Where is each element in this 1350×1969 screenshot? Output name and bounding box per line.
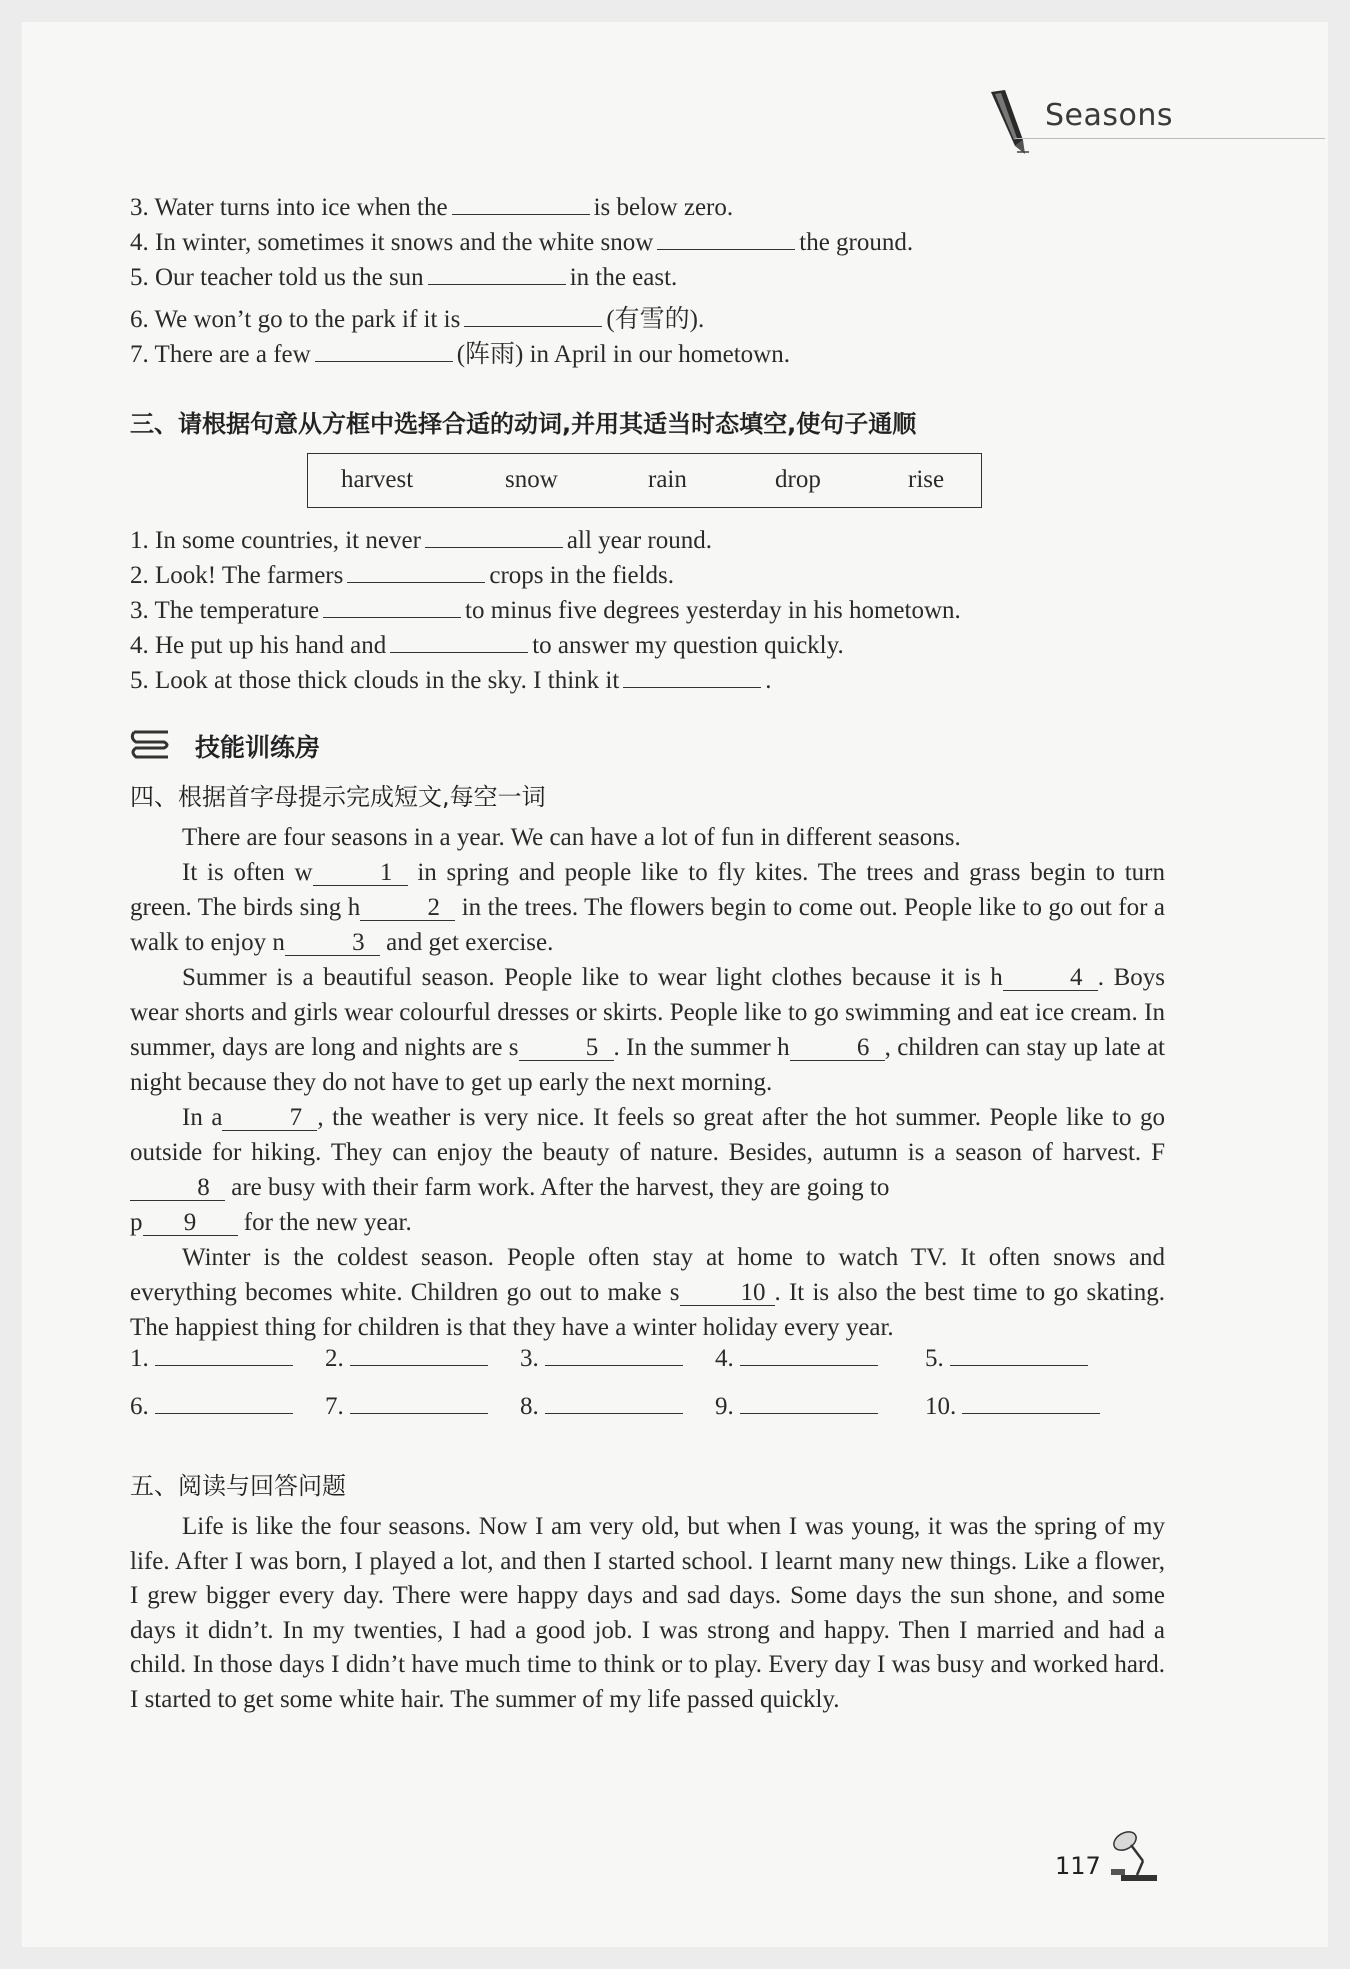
passage-paragraph: [130, 1240, 1165, 1345]
item-text: in the east.: [569, 264, 678, 291]
answer-slot: [130, 1393, 297, 1421]
passage-text: for the new year.: [237, 1209, 412, 1236]
answer-number: 8.: [520, 1393, 539, 1420]
section-five-title: 五、阅读与回答问题: [130, 1472, 346, 1500]
answer-number: 6.: [130, 1393, 149, 1420]
item-text: all year round.: [566, 527, 712, 554]
fill-in-item: [130, 597, 961, 625]
reading-passage: [130, 1510, 1165, 1717]
word-option: rain: [648, 466, 687, 493]
answer-blank[interactable]: [323, 616, 461, 618]
fill-in-item: [130, 632, 844, 660]
passage-text: It is often w: [182, 859, 313, 886]
section-three-title: 三、请根据句意从方框中选择合适的动词,并用其适当时态填空,使句子通顺: [130, 410, 917, 438]
cloze-blank[interactable]: 9: [143, 1210, 238, 1236]
answer-number: 10.: [925, 1393, 957, 1420]
passage-paragraph: [130, 1205, 1165, 1240]
passage-text: . Boys wear shorts and girls wear colourful dresses or skirts. People like to go swimming and eat ice cream. In summer, days are long and nights are s: [130, 964, 1166, 1061]
answer-blank[interactable]: [155, 1412, 293, 1414]
item-text: (阵雨) in April in our hometown.: [456, 341, 790, 368]
answer-slot: [130, 1345, 297, 1373]
answer-number: 7.: [325, 1393, 344, 1420]
fill-in-item: [130, 527, 712, 555]
answer-number: 5.: [925, 1345, 944, 1372]
answer-blank[interactable]: [545, 1364, 683, 1366]
answer-blank[interactable]: [464, 325, 602, 327]
item-text: 5. Our teacher told us the sun: [130, 264, 424, 291]
passage-text: p: [130, 1209, 143, 1236]
pen-icon: [985, 88, 1030, 158]
cloze-blank[interactable]: 6: [790, 1035, 885, 1061]
answer-blank[interactable]: [623, 686, 761, 688]
fill-in-item: [130, 229, 913, 257]
passage-paragraph: There are four seasons in a year. We can have a lot of fun in different seasons.: [182, 824, 961, 851]
answer-blank[interactable]: [740, 1412, 878, 1414]
passage-paragraph: [130, 855, 1165, 960]
skills-heading: 技能训练房: [195, 733, 321, 762]
item-text: to minus five degrees yesterday in his hometown.: [465, 597, 961, 624]
answer-slot: [520, 1345, 687, 1373]
passage-text: are busy with their farm work. After the harvest, they are going to: [225, 1174, 890, 1201]
passage-text: in the trees. The flowers begin to come out. People like to go out for a walk to enjoy n: [130, 894, 1166, 956]
answer-blank[interactable]: [425, 546, 563, 548]
section-four-title: 四、根据首字母提示完成短文,每空一词: [130, 783, 546, 811]
answer-blank[interactable]: [657, 248, 795, 250]
answer-blank[interactable]: [347, 581, 485, 583]
answer-blank[interactable]: [545, 1412, 683, 1414]
word-option: drop: [775, 466, 821, 493]
item-text: 3. The temperature: [130, 597, 320, 624]
answer-blank[interactable]: [350, 1364, 488, 1366]
skill-training-icon: [130, 728, 172, 762]
answer-number: 2.: [325, 1345, 344, 1372]
item-text: 5. Look at those thick clouds in the sky. I think it: [130, 667, 620, 694]
item-text: the ground.: [799, 229, 914, 256]
passage-text: , children can stay up late at night because they do not have to get up early the next morning.: [130, 1034, 1166, 1096]
answer-number: 3.: [520, 1345, 539, 1372]
word-bank-box: [307, 453, 982, 508]
answer-blank[interactable]: [950, 1364, 1088, 1366]
answer-blank[interactable]: [428, 283, 566, 285]
chapter-title: Seasons: [1045, 98, 1174, 133]
item-text: 1. In some countries, it never: [130, 527, 421, 554]
answer-slot: [520, 1393, 687, 1421]
passage-text: and get exercise.: [379, 929, 554, 956]
answer-number: 4.: [715, 1345, 734, 1372]
item-text: 6. We won’t go to the park if it is: [130, 306, 461, 333]
passage-text: , the weather is very nice. It feels so great after the hot summer. People like to go outside for hiking. They can enjoy the beauty of nature. Besides, autumn is a season of harvest. F: [130, 1104, 1165, 1166]
cloze-blank[interactable]: 1: [313, 860, 408, 886]
item-text: 7. There are a few: [130, 341, 311, 368]
passage-text: Summer is a beautiful season. People like to wear light clothes because it is h: [182, 964, 1003, 991]
answer-blank[interactable]: [962, 1412, 1100, 1414]
answer-slot: [715, 1393, 882, 1421]
passage-text: in spring and people like to fly kites. The trees and grass begin to turn green. The birds sing h: [130, 859, 1165, 921]
word-option: snow: [505, 466, 558, 493]
answer-blank[interactable]: [350, 1412, 488, 1414]
answer-number: 1.: [130, 1345, 149, 1372]
passage-paragraph: [130, 1100, 1165, 1205]
answer-blank[interactable]: [155, 1364, 293, 1366]
item-text: (有雪的).: [606, 306, 705, 333]
answer-slot: [325, 1393, 492, 1421]
item-text: is below zero.: [593, 194, 734, 221]
passage-paragraph: [130, 960, 1165, 1100]
cloze-blank[interactable]: 3: [285, 930, 380, 956]
fill-in-item: [130, 194, 733, 222]
desk-lamp-icon: [1107, 1825, 1167, 1885]
passage-text: In a: [182, 1104, 223, 1131]
passage-text: . In the summer h: [613, 1034, 790, 1061]
answer-blank[interactable]: [390, 651, 528, 653]
answer-slot: [925, 1345, 1092, 1373]
item-text: 4. In winter, sometimes it snows and the white snow: [130, 229, 654, 256]
cloze-blank[interactable]: 5: [519, 1035, 614, 1061]
fill-in-item: [130, 299, 704, 335]
fill-in-item: [130, 667, 772, 695]
answer-blank[interactable]: [452, 213, 590, 215]
item-text: 2. Look! The farmers: [130, 562, 344, 589]
passage-text: . It is also the best time to go skating. The happiest thing for children is that they have a winter holiday every year.: [130, 1279, 1165, 1341]
item-text: 4. He put up his hand and: [130, 632, 387, 659]
answer-slot: [925, 1393, 1104, 1421]
cloze-blank[interactable]: 7: [222, 1105, 317, 1131]
fill-in-item: [130, 334, 790, 370]
answer-number: 9.: [715, 1393, 734, 1420]
fill-in-item: [130, 264, 677, 292]
cloze-blank[interactable]: 8: [130, 1175, 225, 1201]
item-text: 3. Water turns into ice when the: [130, 194, 448, 221]
answer-slot: [715, 1345, 882, 1373]
header-rule: [1015, 138, 1325, 139]
item-text: crops in the fields.: [489, 562, 675, 589]
answer-blank[interactable]: [315, 360, 453, 362]
cloze-blank[interactable]: 4: [1003, 965, 1098, 991]
word-option: rise: [908, 466, 945, 493]
answer-blank[interactable]: [740, 1364, 878, 1366]
page-number: 117: [1055, 1852, 1101, 1880]
item-text: to answer my question quickly.: [532, 632, 844, 659]
item-text: .: [765, 667, 772, 694]
cloze-blank[interactable]: 2: [360, 895, 455, 921]
passage-paragraph: Life is like the four seasons. Now I am very old, but when I was young, it was the spring of my life. After I was born, I played a lot, and then I started school. I learnt many new things. Like a flower, I grew bigger every day. There were happy days and sad days. Some days the sun shone, and some days it didn’t. In my twenties, I had a good job. I was strong and happy. Then I married and had a child. In those days I didn’t have much time to think or to play. Every day I was busy and worked hard. I started to get some white hair. The summer of my life passed quickly.: [130, 1513, 1165, 1713]
answer-slot: [325, 1345, 492, 1373]
passage-text: Winter is the coldest season. People often stay at home to watch TV. It often snows and everything becomes white. Children go out to make s: [130, 1244, 1165, 1306]
word-option: harvest: [341, 466, 414, 493]
cloze-blank[interactable]: 10: [680, 1280, 775, 1306]
cloze-passage: [130, 820, 1165, 1345]
fill-in-item: [130, 562, 674, 590]
